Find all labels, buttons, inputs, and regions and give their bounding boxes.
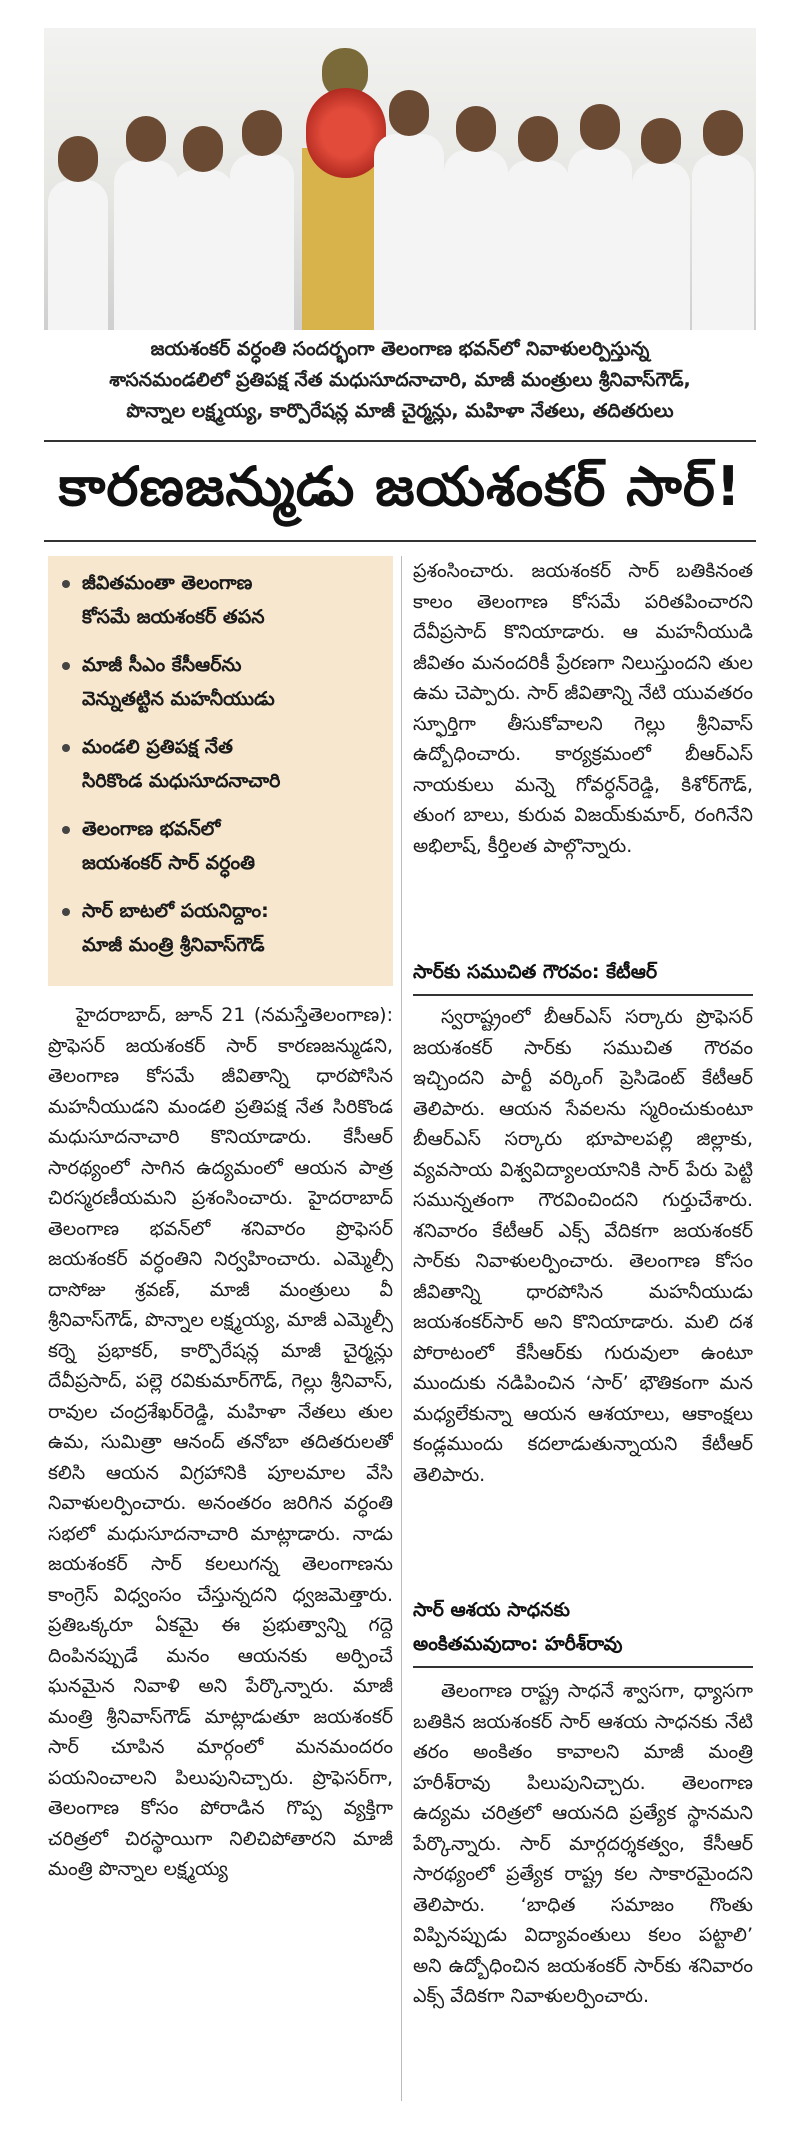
bullet-icon bbox=[62, 662, 70, 670]
highlights-box bbox=[48, 556, 393, 986]
news-photo bbox=[44, 28, 756, 330]
highlight-item: మాజీ సీఎం కేసీఆర్‌ను వెన్నుతట్టిన మహనీయుడు bbox=[62, 648, 384, 716]
column-divider bbox=[401, 556, 402, 2101]
bullet-icon bbox=[62, 826, 70, 834]
highlight-item: జీవితమంతా తెలంగాణ కోసమే జయశంకర్ తపన bbox=[62, 566, 384, 634]
person-figure bbox=[114, 160, 178, 330]
highlight-item: మండలి ప్రతిపక్ష నేత సిరికొండ మధుసూదనాచారి bbox=[62, 730, 384, 798]
bullet-icon bbox=[62, 744, 70, 752]
bullet-icon bbox=[62, 580, 70, 588]
section-heading: అంకితమవుదాం: హరీశ్‌రావు bbox=[413, 1633, 623, 1655]
person-figure bbox=[48, 180, 108, 330]
headline-divider bbox=[44, 540, 756, 542]
person-figure bbox=[506, 160, 570, 330]
right-column-intro bbox=[413, 556, 753, 956]
bullet-icon bbox=[62, 908, 70, 916]
person-figure bbox=[632, 162, 690, 330]
left-column bbox=[48, 1000, 393, 2125]
person-figure bbox=[568, 148, 632, 330]
highlight-item: సార్ బాటలో పయనిద్దాం: మాజీ మంత్రి శ్రీనివాస్‌గౌడ్ bbox=[62, 894, 384, 962]
headline: కారణజన్ముడు జయశంకర్ సార్! bbox=[58, 455, 742, 518]
person-figure bbox=[374, 134, 444, 330]
section-heading: సార్ ఆశయ సాధనకు bbox=[413, 1599, 570, 1621]
section1-text: స్వరాష్ట్రంలో బీఆర్‌ఎస్ సర్కారు ప్రొఫెసర్ జయశంకర్ సార్‌కు సముచిత గౌరవం ఇచ్చిందని పార్టీ వర్కింగ్ ప్రెసిడెంట్ కేటీఆర్ తెలిపారు. ఆయన సేవలను స్మరించుకుంటూ బీఆర్‌ఎస్ సర్కారు భూపాలపల్లి జిల్లాకు, వ్యవసాయ విశ్వవిద్యాలయానికి సార్ పేరు పెట్టి సమున్నతంగా గౌరవించిందని గుర్తుచేశారు. శనివారం కేటీఆర్ ఎక్స్ వేదికగా జయశంకర్ సార్‌కు నివాళులర్పించారు. తెలంగాణ కోసం జీవితాన్ని ధారపోసిన మహనీయుడు జయశంకర్‌సార్ అని కొనియాడారు. మలి దశ పోరాటంలో కేసీఆర్‌కు గురువులా ఉంటూ ముందుకు నడిపించిన ‘సార్’ భౌతికంగా మన మధ్యలేకున్నా ఆయన ఆశయాలు, ఆకాంక్షలు కండ్లముందు కదలాడుతున్నాయని కేటీఆర్ తెలిపారు. bbox=[413, 1006, 753, 1486]
section1-body bbox=[413, 1002, 753, 1580]
person-figure bbox=[692, 154, 754, 330]
caption-divider bbox=[44, 440, 756, 442]
section2-text: తెలంగాణ రాష్ట్ర సాధనే శ్వాసగా, ధ్యాసగా బతికిన జయశంకర్ సార్ ఆశయ సాధనకు నేటి తరం అంకితం కావాలని మాజీ మంత్రి హరీశ్‌రావు పిలుపునిచ్చారు. తెలంగాణ ఉద్యమ చరిత్రలో ఆయనది ప్రత్యేక స్థానమని పేర్కొన్నారు. సార్ మార్గదర్శకత్వం, కేసీఆర్ సారథ్యంలో ప్రత్యేక రాష్ట్ర కల సాకారమైందని తెలిపారు. ‘బాధిత సమాజం గొంతు విప్పినప్పుడు విద్యావంతులు కలం పట్టాలి’ అని ఉద్బోధించిన జయశంకర్ సార్‌కు శనివారం ఎక్స్ వేదికగా నివాళులర్పించారు. bbox=[413, 1680, 753, 2007]
photo-caption-line: పొన్నాల లక్ష్మయ్య, కార్పొరేషన్ల మాజీ చైర్మన్లు, మహిళా నేతలు, తదితరులు bbox=[126, 400, 674, 422]
right-intro-text: ప్రశంసించారు. జయశంకర్ సార్ బతికినంత కాలం తెలంగాణ కోసమే పరితపించారని దేవీప్రసాద్ కొనియాడారు. ఆ మహనీయుడి జీవితం మనందరికీ ప్రేరణగా నిలుస్తుందని తుల ఉమ చెప్పారు. సార్ జీవితాన్ని నేటి యువతరం స్ఫూర్తిగా తీసుకోవాలని గెల్లు శ్రీనివాస్ ఉద్బోధించారు. కార్యక్రమంలో బీఆర్‌ఎస్ నాయకులు మన్నె గోవర్ధన్‌రెడ్డి, కిశోర్‌గౌడ్, తుంగ బాలు, కురువ విజయ్‌కుమార్, రంగినేని అభిలాష్, కీర్తిలత పాల్గొన్నారు. bbox=[413, 560, 753, 857]
highlight-item: తెలంగాణ భవన్‌లో జయశంకర్ సార్ వర్ధంతి bbox=[62, 812, 384, 880]
section-heading: సార్‌కు సముచిత గౌరవం: కేటీఆర్ bbox=[413, 961, 658, 983]
person-figure bbox=[444, 150, 508, 330]
person-figure bbox=[172, 170, 234, 330]
person-figure bbox=[230, 154, 294, 330]
photo-caption-line: శాసనమండలిలో ప్రతిపక్ష నేత మధుసూదనాచారి, మాజీ మంత్రులు శ్రీనివాస్‌గౌడ్, bbox=[109, 369, 691, 391]
section2-body bbox=[413, 1676, 753, 2106]
left-column-text: హైదరాబాద్, జూన్ 21 (నమస్తేతెలంగాణ): ప్రొఫెసర్ జయశంకర్ సార్ కారణజన్ముడని, తెలంగాణ కోసమే జీవితాన్ని ధారపోసిన మహనీయుడని మండలి ప్రతిపక్ష నేత సిరికొండ మధుసూదనాచారి కొనియాడారు. కేసీఆర్ సారథ్యంలో సాగిన ఉద్యమంలో ఆయన పాత్ర చిరస్మరణీయమని ప్రశంసించారు. హైదరాబాద్ తెలంగాణ భవన్‌లో శనివారం ప్రొఫెసర్ జయశంకర్ వర్ధంతిని నిర్వహించారు. ఎమ్మెల్సీ దాసోజు శ్రవణ్, మాజీ మంత్రులు వీ శ్రీనివాస్‌గౌడ్, పొన్నాల లక్ష్మయ్య, మాజీ ఎమ్మెల్సీ కర్నె ప్రభాకర్, కార్పొరేషన్ల మాజీ చైర్మన్లు దేవీప్రసాద్, పల్లె రవికుమార్‌గౌడ్, గెల్లు శ్రీనివాస్, రావుల చంద్రశేఖర్‌రెడ్డి, మహిళా నేతలు తుల ఉమ, సుమిత్రా ఆనంద్ తనోబా తదితరులతో కలిసి ఆయన విగ్రహానికి పూలమాల వేసి నివాళులర్పించారు. అనంతరం జరిగిన వర్ధంతి సభలో మధుసూదనాచారి మాట్లాడారు. నాడు జయశంకర్ సార్ కలలుగన్న తెలంగాణను కాంగ్రెస్ విధ్వంసం చేస్తున్నదని ధ్వజమెత్తారు. ప్రతిఒక్కరూ ఏకమై ఈ ప్రభుత్వాన్ని గద్దె దింపినప్పుడే మనం ఆయనకు అర్పించే ఘనమైన నివాళి అని పేర్కొన్నారు. మాజీ మంత్రి శ్రీనివాస్‌గౌడ్ మాట్లాడుతూ జయశంకర్ సార్ చూపిన మార్గంలో మనమందరం పయనించాలని పిలుపునిచ్చారు. ప్రొఫెసర్‌గా, తెలంగాణ కోసం పోరాడిన గొప్ప వ్యక్తిగా చరిత్రలో చిరస్థాయిగా నిలిచిపోతారని మాజీ మంత్రి పొన్నాల లక్ష్మయ్య bbox=[48, 1004, 393, 1880]
section-heading-underline bbox=[413, 1666, 753, 1668]
photo-caption-line: జయశంకర్ వర్ధంతి సందర్భంగా తెలంగాణ భవన్‌లో నివాళులర్పిస్తున్న bbox=[150, 338, 650, 360]
section-heading-underline bbox=[413, 994, 753, 996]
